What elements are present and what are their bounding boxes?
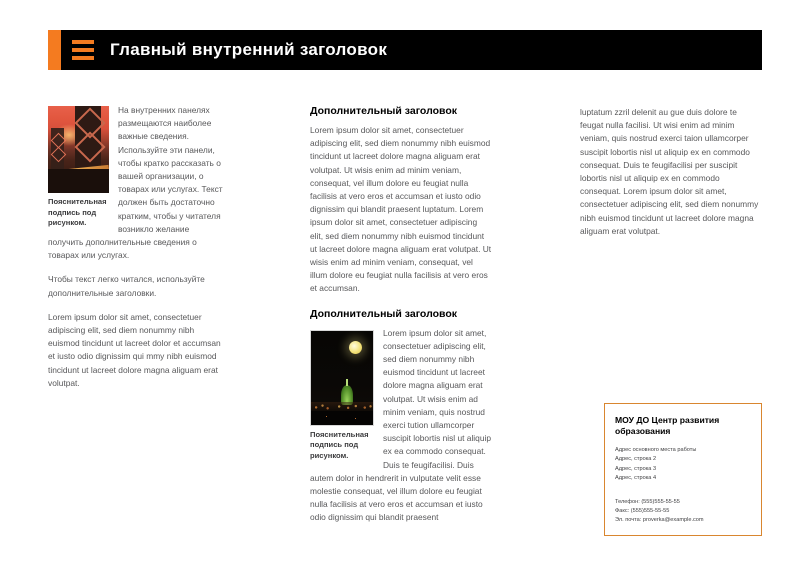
right-body-paragraph: luptatum zzril delenit au gue duis dolore te feugat nulla facilisi. Ut wisi enim ad minim veniam, quis nostrud exerci taion ullamcorper suscipit lobortis nisl ut aliquip ex en commodo consequat. Duis te feugifacilisi per suscipit lobortis nisl ut aliquip ex en commodo consequat. Lorem ipsum dolor sit amet, consectetuer adipiscing elit, sed diem nonummy nibh euismod tincidunt ut lacreet dolore magna aliguam erat volutpat. [580,107,759,236]
middle-column [310,104,492,536]
hamburger-icon[interactable] [72,40,94,60]
contact-info-box [604,403,762,536]
phone-line: Телефон: (555)555-55-55 [615,498,680,505]
moon-icon [349,341,362,354]
left-body-paragraph: Lorem ipsum dolor sit amet, consectetuer adipiscing elit, sed diem nonummy nibh euismod tincidunt ut lacreet dolor et accumsan et iusto odio dignissim qui mmy nibh euismod tincidunt ut lacreet dolore magna aliguam erat volutpat. [48,311,221,388]
left-tip-paragraph: Чтобы текст легко читался, используйте дополнительные заголовки. [48,274,205,298]
fax-line: Факс: (555)555-55-55 [615,508,670,515]
left-column [48,104,226,401]
bridge-foreground-shadow [48,169,109,193]
address-line-1: Адрес основного места работы [615,447,697,453]
left-intro-paragraph: На внутренних панелях размещаются наиболее важные сведения. Используйте эти панели, чтобы кратко рассказать о вашей организации, о товарах или услугах. Текст должен быть достаточно кратким, чтобы у читателя возникло желание получить дополнительные сведения о товарах или услугах. [48,105,223,261]
middle-body-2: Lorem ipsum dolor sit amet, consectetuer adipiscing elit, sed diem nonummy nibh euismod tincidunt ut lacreet dolore magna aliguam erat volutpat. Ut wisis enim ad minim veniam, quis nostrud exerci tution ullamcorper suscipit lobortis nisl ut aliquip ex ea commodo consequat. Duis te feugifacilisi. Duis autem dolor in hendrerit in vulputate velit esse molestie consequat, vel illum dolore eu feugiat nulla facilisis at vero eros et accumsan et iusto odio dignissim qui blandit praesent [310,327,491,523]
bay-bridge-sunset-photo [48,106,109,193]
middle-heading-2: Дополнительный заголовок [310,307,458,320]
address-line-3: Адрес, строка 3 [615,465,657,472]
hamburger-bar-1 [72,40,94,44]
middle-heading-1: Дополнительный заголовок [310,105,458,117]
figure-caption: Пояснительная подпись под рисунком. [48,197,107,227]
address-line-2: Адрес, строка 2 [615,456,657,463]
bridge-tower-far [51,128,64,172]
organization-name: МОУ ДО Центр развития образования [615,415,720,436]
page-title: Главный внутренний заголовок [110,40,388,59]
figure-night [310,330,374,462]
hamburger-bar-2 [72,48,94,52]
contact-spacer [615,484,751,498]
hamburger-bar-3 [72,56,94,60]
email-line: Эл. почта: proverka@example.com [615,517,704,524]
middle-body-1: Lorem ipsum dolor sit amet, consectetuer adipiscing elit, sed diem nonummy nibh euismod tincidunt ut lacreet dolore magna aliguam erat volutpat. Ut wisis enim ad minim veniam, consequat, vel illum dolore eu feugiat nulla facilisis at vero eros et accumsan et iusto odio dignissim qui blandit praesent luptatum. Lorem ipsum dolor sit amet, consectetuer adipiscing elit, sed diem nonummy nibh euismod tincidunt ut lacreet dolore magna aliguam erat volutpat. Ut wisis enim ad minim veniam, consequat, vel illum dolore eu feugiat nulla facilisis at vero eros et accumsan. [310,125,492,294]
header-accent-strip [48,30,61,70]
figure-caption: Пояснительная подпись под рисунком. [310,429,369,460]
figure-bridge [48,106,109,229]
water-foreground [311,411,374,425]
right-column [580,106,762,249]
address-line-4: Адрес, строка 4 [615,475,657,482]
night-moon-capitol-photo [310,330,374,426]
page-header [48,30,762,70]
city-skyline-lights [311,402,374,411]
